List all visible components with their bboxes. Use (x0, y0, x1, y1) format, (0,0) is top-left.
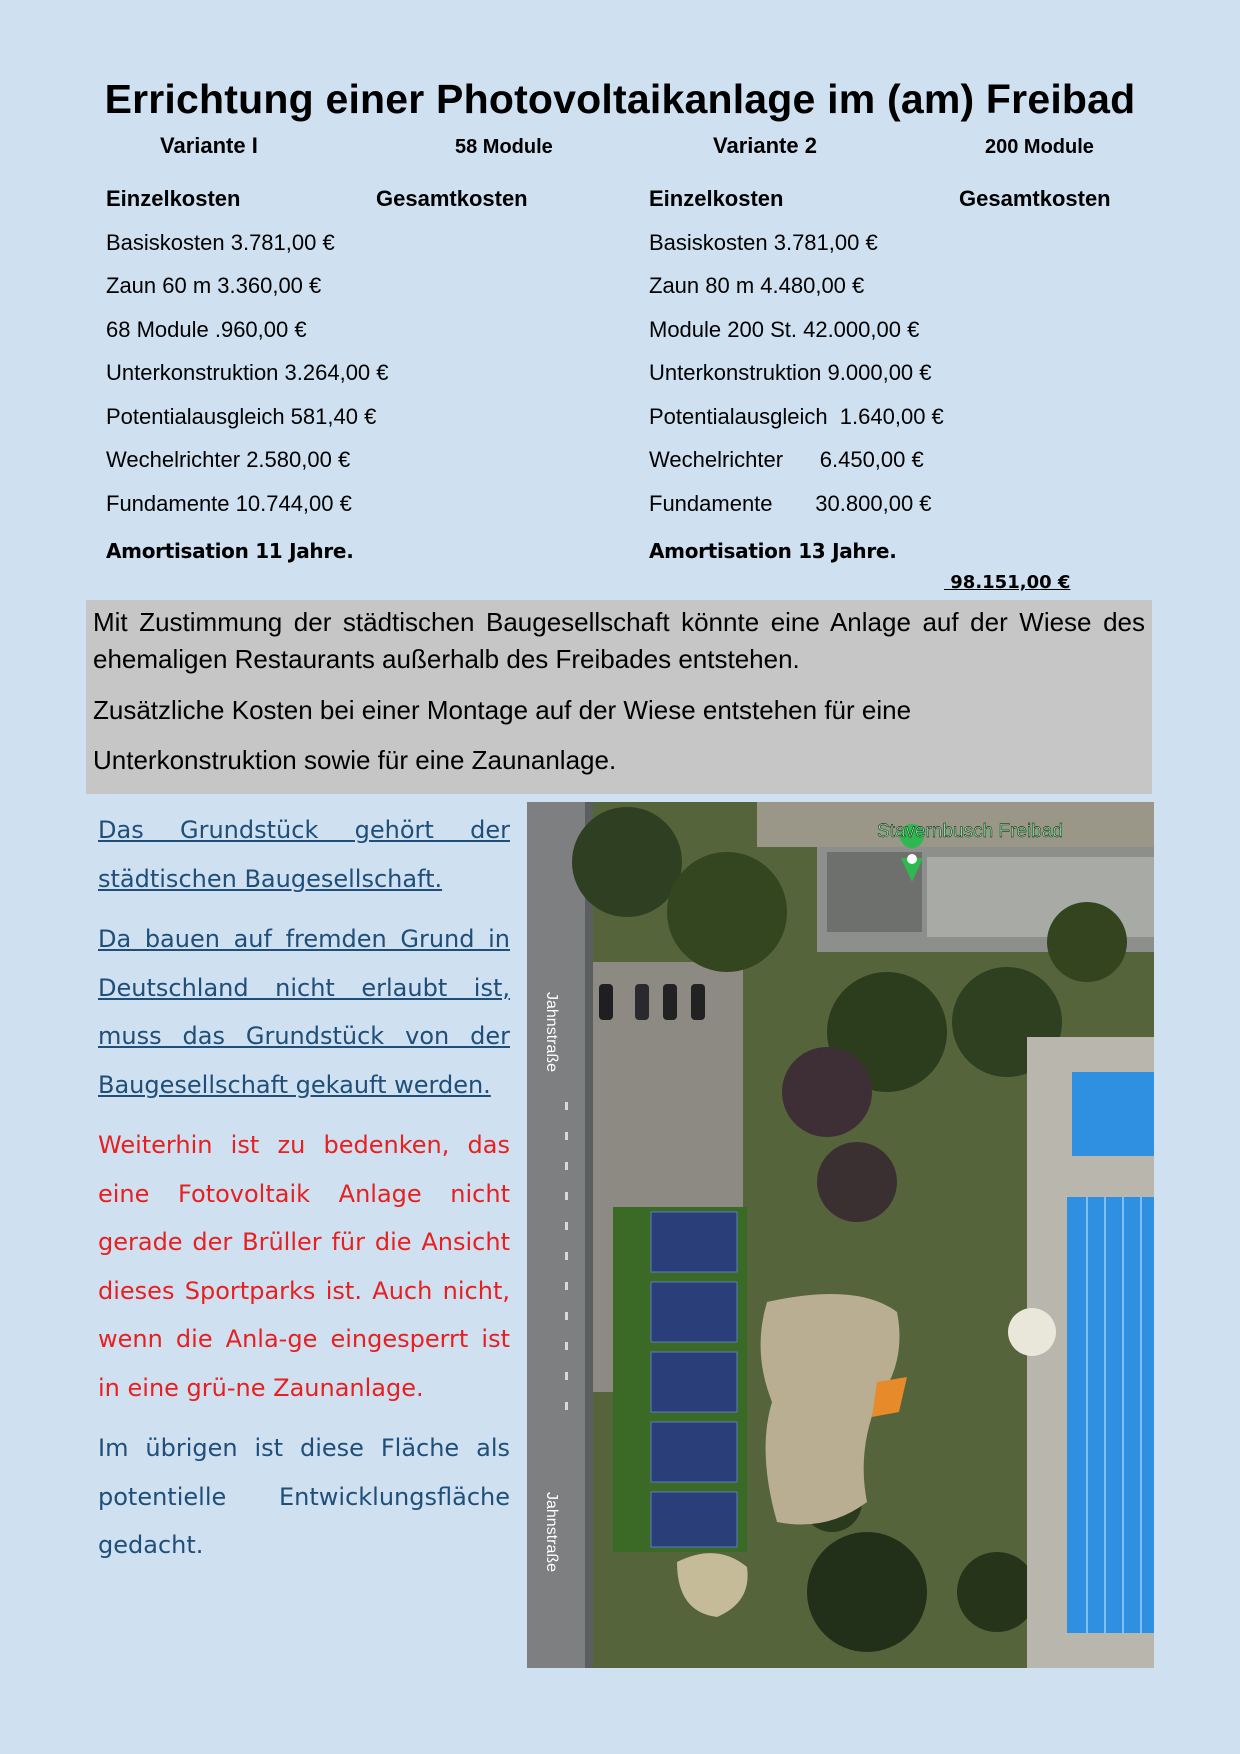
variant1-item: Zaun 60 m 3.360,00 € (106, 273, 322, 298)
appearance-paragraph: Weiterhin ist zu bedenken, das eine Fotovoltaik Anlage nicht gerade der Brüller für die Ansicht dieses Sportparks ist. Auch nicht, wenn die Anla-ge eingesperrt ist in eine grü-ne Zaunanlage. (98, 1131, 510, 1402)
variant2-item: Basiskosten 3.781,00 € (649, 230, 878, 255)
variant1-item: Potentialausgleich 581,40 € (106, 404, 377, 429)
map-place-label: Stavernbusch Freibad (877, 821, 1063, 842)
map-street-label: Jahnstraße (543, 1492, 560, 1573)
page-title: Errichtung einer Photovoltaikanlage im (am) Freibad (104, 76, 1136, 122)
variant1-label: Variante I (160, 133, 258, 158)
variant2-item: Module 200 St. 42.000,00 € (649, 317, 920, 342)
info-box (86, 600, 1152, 794)
side-text (98, 806, 510, 1582)
info-paragraph: Mit Zustimmung der städtischen Baugesellschaft könnte eine Anlage auf der Wiese des ehemaligen Restaurants außerhalb des Freibades entstehen. (93, 607, 1145, 674)
variant1-item: Unterkonstruktion 3.264,00 € (106, 360, 389, 385)
variant2-item: Wechelrichter 6.450,00 € (649, 447, 924, 472)
variant1-col-gesamt: Gesamtkosten (376, 186, 528, 211)
variant2-modules: 200 Module (985, 136, 1094, 158)
variant2-item: Potentialausgleich 1.640,00 € (649, 404, 944, 429)
variant2-col-gesamt: Gesamtkosten (959, 186, 1111, 211)
variant1-item: Basiskosten 3.781,00 € (106, 230, 335, 255)
variant1-item: Fundamente 10.744,00 € (106, 491, 352, 516)
variant1-item: 68 Module .960,00 € (106, 317, 307, 342)
ownership-paragraph: Das Grundstück gehört der städtischen Baugesellschaft. (98, 816, 510, 893)
info-paragraph: Zusätzliche Kosten bei einer Montage auf der Wiese entstehen für eine (93, 695, 912, 725)
map-street-label: Jahnstraße (543, 992, 560, 1073)
variant1-item: Wechelrichter 2.580,00 € (106, 447, 351, 472)
development-paragraph: Im übrigen ist diese Fläche als potentielle Entwicklungsfläche gedacht. (98, 1434, 510, 1559)
variant1-col-einzel: Einzelkosten (106, 186, 241, 211)
info-paragraph: Unterkonstruktion sowie für eine Zaunanlage. (93, 745, 617, 775)
variant2-item: Unterkonstruktion 9.000,00 € (649, 360, 932, 385)
purchase-paragraph: Da bauen auf fremden Grund in Deutschland nicht erlaubt ist, muss das Grundstück von der Baugesellschaft gekauft werden. (98, 925, 510, 1099)
variant2-item: Fundamente 30.800,00 € (649, 491, 932, 516)
variant1-amortisation: Amortisation 11 Jahre. (106, 539, 354, 563)
variant2-col-einzel: Einzelkosten (649, 186, 784, 211)
variant1-modules: 58 Module (455, 136, 553, 158)
aerial-map (527, 802, 1154, 1668)
variant2-amortisation: Amortisation 13 Jahre. (649, 539, 897, 563)
variant2-item: Zaun 80 m 4.480,00 € (649, 273, 865, 298)
variant2-total: 98.151,00 € (944, 572, 1071, 593)
variant2-label: Variante 2 (713, 133, 817, 158)
